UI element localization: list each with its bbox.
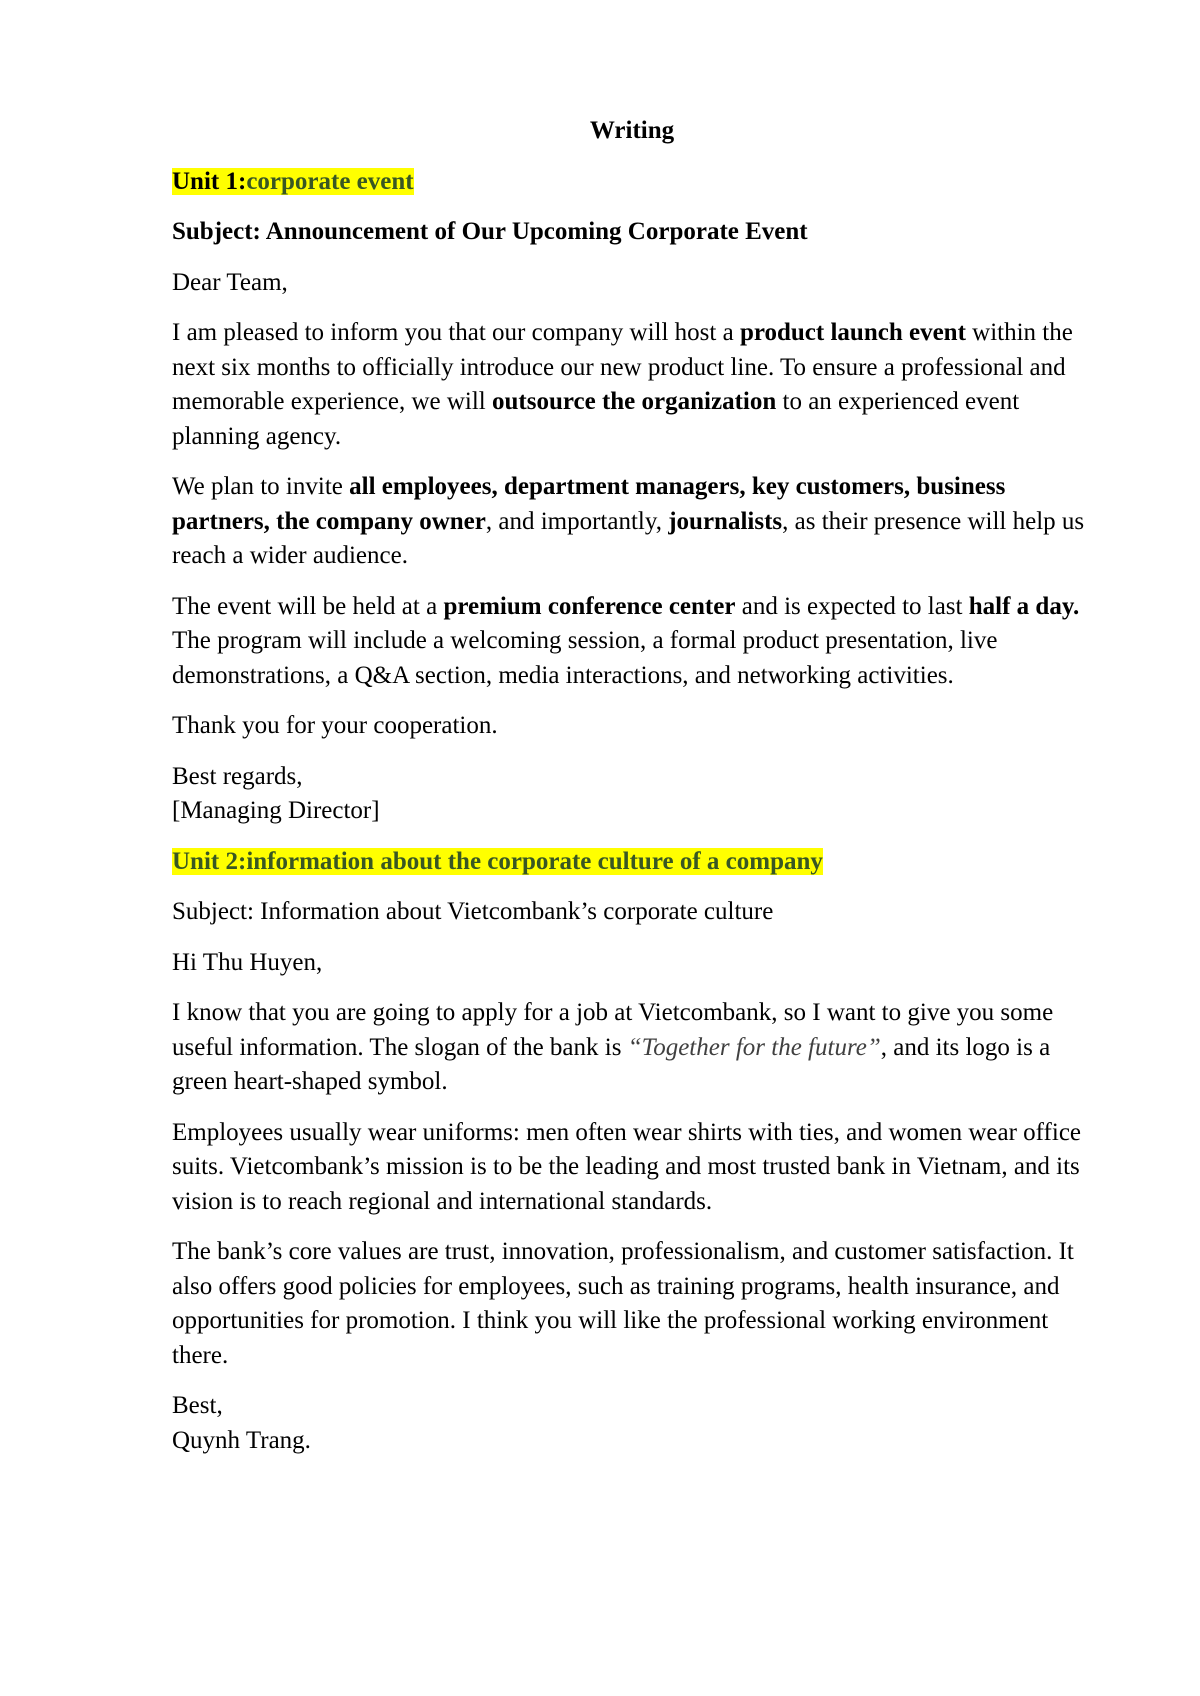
unit2-heading-topic: information about the corporate culture of a company bbox=[246, 847, 823, 875]
unit1-p1-bold-d: outsource the organization bbox=[492, 388, 777, 415]
unit2-subject: Subject: Information about Vietcombank’s corporate culture bbox=[172, 898, 774, 925]
unit1-paragraph-2 bbox=[172, 470, 1092, 574]
unit2-p1-text-c: , and its logo is a green heart-shaped symbol. bbox=[172, 1033, 1051, 1095]
unit2-paragraph-1 bbox=[172, 996, 1092, 1100]
unit1-p3-bold-e: . bbox=[1072, 592, 1080, 620]
unit2-heading-lead: Unit 2: bbox=[172, 847, 247, 875]
unit1-p3-bold-d: half a day bbox=[968, 592, 1073, 620]
document-title: Writing bbox=[589, 117, 675, 144]
unit2-p1-text-a: I know that you are going to apply for a job at Vietcombank, so I want to give you some useful information. The slogan of the bank is bbox=[172, 999, 1054, 1061]
unit1-p3-text-c: and is expected to last bbox=[735, 592, 969, 620]
unit1-heading bbox=[172, 165, 1092, 200]
unit2-signature: Quynh Trang. bbox=[172, 1426, 311, 1454]
unit1-p2-text-a: We plan to invite bbox=[172, 473, 350, 500]
unit1-p2-text-c: , and importantly, bbox=[485, 507, 669, 535]
unit2-paragraph-2: Employees usually wear uniforms: men often wear shirts with ties, and women wear office suits. Vietcombank’s mission is to be the leading and most trusted bank in Vietnam, and its vision is to reach regional and international standards. bbox=[172, 1118, 1082, 1215]
unit1-p2-text-e: , as their presence will help us reach a wider audience. bbox=[172, 507, 1085, 569]
unit2-signoff bbox=[172, 1389, 1092, 1458]
document-body bbox=[172, 114, 1092, 1474]
unit1-p3-text-a: The event will be held at a bbox=[172, 592, 444, 620]
unit1-heading-topic: corporate event bbox=[246, 167, 414, 195]
unit1-subject bbox=[172, 215, 1092, 250]
unit2-slogan: “Together for the future” bbox=[627, 1033, 881, 1061]
unit1-p3-bold-b: premium conference center bbox=[443, 592, 736, 620]
unit1-p1-text-c: within the next six months to officially introduce our new product line. To ensure a professional and memorable experience, we will bbox=[172, 319, 1073, 415]
unit1-p2-bold-b: all employees, department managers, key customers, business partners, the company owner bbox=[172, 473, 1006, 535]
unit1-heading-lead: Unit 1: bbox=[172, 167, 247, 195]
unit1-closing: Best regards, bbox=[172, 762, 303, 790]
unit2-greeting: Hi Thu Huyen, bbox=[172, 948, 323, 976]
unit1-p3-text-f: The program will include a welcoming session, a formal product presentation, live demonstrations, a Q&A section, media interactions, and networking activities. bbox=[172, 627, 998, 689]
unit1-thanks: Thank you for your cooperation. bbox=[172, 712, 498, 739]
unit1-paragraph-1 bbox=[172, 316, 1092, 454]
unit1-signoff bbox=[172, 760, 1092, 829]
unit1-signature: [Managing Director] bbox=[172, 797, 380, 824]
unit1-p1-bold-b: product launch event bbox=[739, 319, 966, 346]
unit1-p1-text-a: I am pleased to inform you that our company will host a bbox=[172, 319, 740, 346]
unit1-p2-bold-d: journalists bbox=[668, 507, 783, 535]
unit1-p1-text-e: to an experienced event planning agency. bbox=[172, 388, 1020, 450]
unit1-paragraph-3 bbox=[172, 590, 1092, 694]
unit1-greeting: Dear Team, bbox=[172, 268, 288, 296]
unit1-subject-text: Subject: Announcement of Our Upcoming Corporate Event bbox=[172, 218, 808, 245]
unit2-paragraph-3: The bank’s core values are trust, innovation, professionalism, and customer satisfaction. It also offers good policies for employees, such as training programs, health insurance, and opportunities for promotion. I think you will like the professional working environment there. bbox=[172, 1238, 1074, 1369]
unit2-heading bbox=[172, 845, 1092, 880]
unit2-closing: Best, bbox=[172, 1392, 223, 1419]
